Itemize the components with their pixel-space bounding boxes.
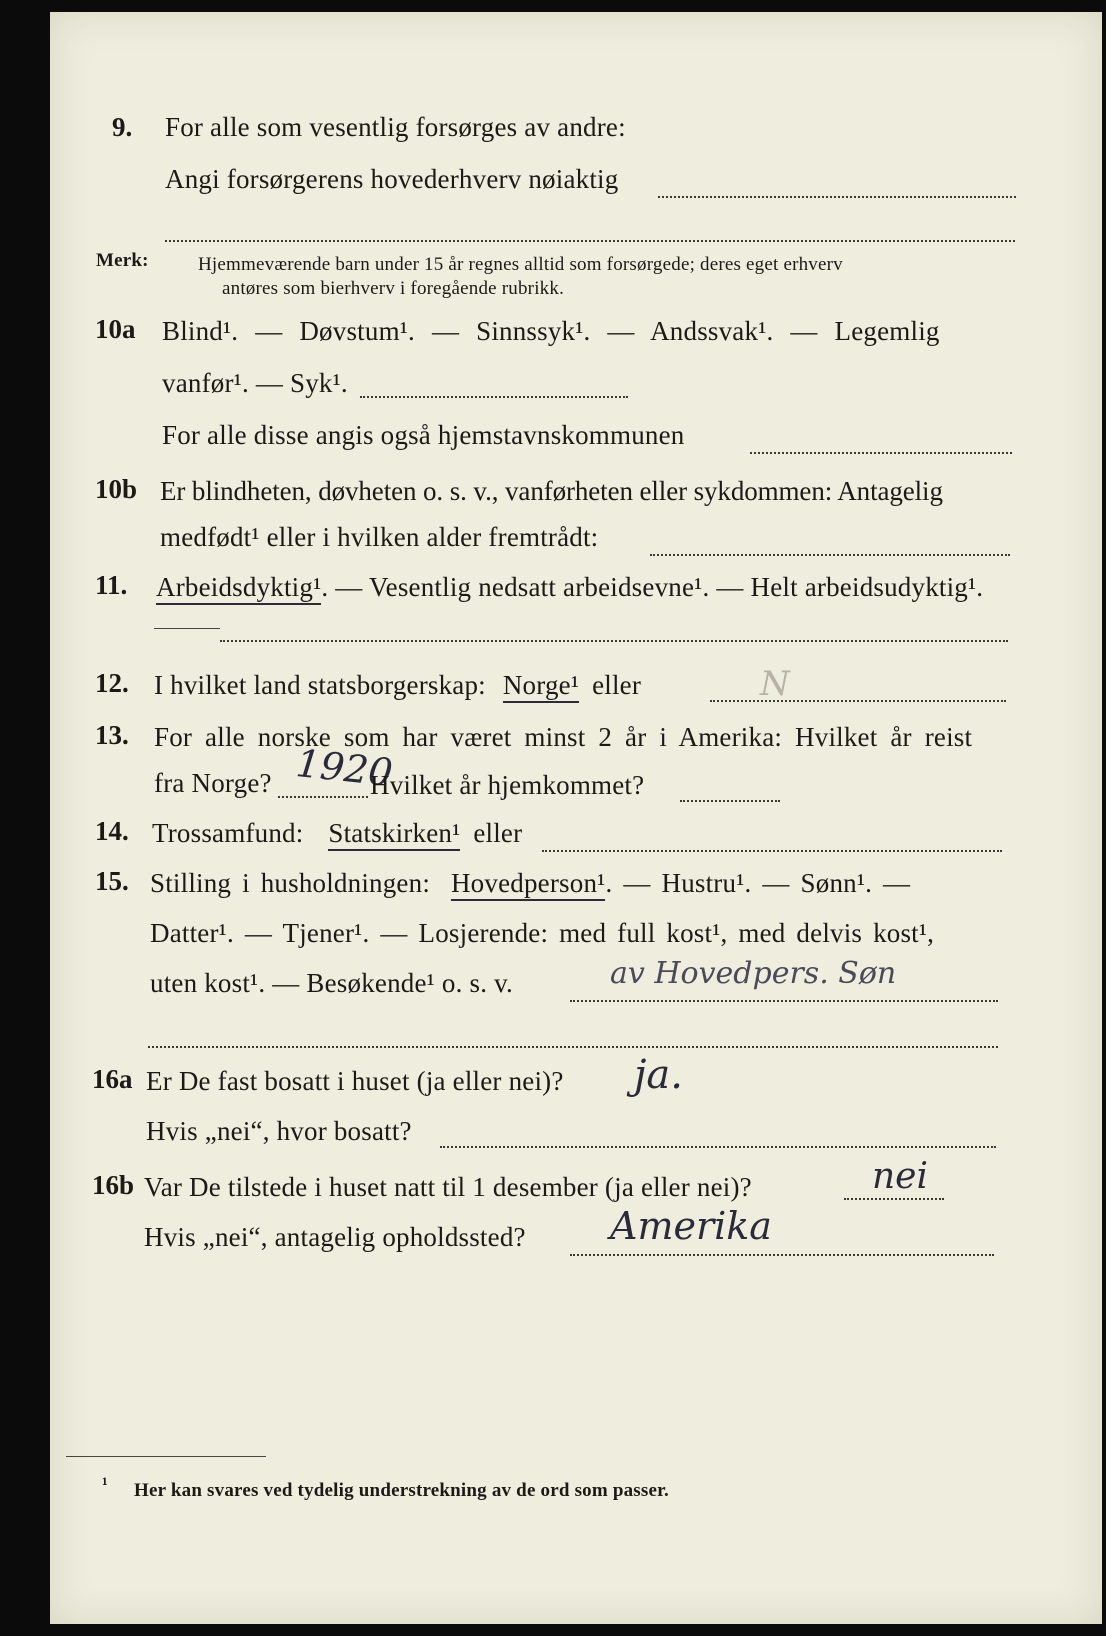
q14-line xyxy=(152,818,522,849)
q16b-number: 16b xyxy=(92,1170,135,1200)
q15-number: 15. xyxy=(95,866,129,896)
q12-handwritten-faint: N xyxy=(760,664,790,704)
q9-line1: For alle som vesentlig forsørges av andre: xyxy=(165,112,626,142)
q11-line1 xyxy=(156,572,983,603)
q11-number xyxy=(95,570,127,601)
q13-line2b: Hvilket år hjemkommet? xyxy=(370,770,645,800)
q9-answer-line-2[interactable] xyxy=(165,240,1015,242)
q16a-handwritten-answer: ja. xyxy=(634,1052,683,1098)
q16b-handwritten-answer: nei xyxy=(872,1156,929,1197)
q10b-number: 10b xyxy=(95,474,138,504)
footnote-rule xyxy=(66,1456,266,1457)
census-form-page xyxy=(50,12,1102,1624)
q11-answer-line[interactable] xyxy=(220,640,1008,642)
q12-eller: eller xyxy=(592,670,642,700)
footnote-mark: ¹ xyxy=(102,1474,108,1495)
q15-question: Stilling i husholdningen: xyxy=(150,868,431,898)
q10a-hometown-line[interactable] xyxy=(750,452,1012,454)
q10a-line3: For alle disse angis også hjemstavnskommunen xyxy=(162,420,685,450)
q16b-answer-line[interactable] xyxy=(844,1198,944,1200)
q16b-line1: Var De tilstede i huset natt til 1 desember (ja eller nei)? xyxy=(144,1172,752,1202)
q12-answer-line[interactable] xyxy=(710,700,1006,702)
q14-question: Trossamfund: xyxy=(152,818,304,848)
q14-answer-line[interactable] xyxy=(542,850,1002,852)
q16a-answer-line[interactable] xyxy=(440,1146,996,1148)
q15-line1 xyxy=(150,868,910,899)
q16a-line1: Er De fast bosatt i huset (ja eller nei)? xyxy=(146,1066,564,1096)
q9-number: 9. xyxy=(112,112,133,142)
merk-label: Merk: xyxy=(96,250,149,271)
q10a-number: 10a xyxy=(95,314,136,344)
q16b-place-line[interactable] xyxy=(570,1254,994,1256)
q15-line1-rest: . — Hustru¹. — Sønn¹. — xyxy=(605,868,911,898)
q14-option-statskirken[interactable]: Statskirken¹ xyxy=(328,818,460,851)
q16b-line2: Hvis „nei“, antagelig opholdssted? xyxy=(144,1222,526,1252)
q12-option-norge[interactable]: Norge¹ xyxy=(503,670,579,703)
q13-number: 13. xyxy=(95,720,129,750)
q15-option-hovedperson[interactable]: Hovedperson¹ xyxy=(451,868,605,901)
merk-line2: antøres som bierhverv i foregående rubrikk. xyxy=(222,278,565,299)
q14-eller: eller xyxy=(473,818,523,848)
q10a-answer-line[interactable] xyxy=(360,396,628,398)
merk-line1: Hjemmeværende barn under 15 år regnes alltid som forsørgede; deres eget erhverv xyxy=(198,254,843,275)
q16b-handwritten-place: Amerika xyxy=(610,1204,772,1248)
q13-line2a: fra Norge? xyxy=(154,768,272,798)
q11-number-text: 11. xyxy=(95,570,128,600)
q13-year-handwritten: 1920 xyxy=(293,741,395,795)
q14-number: 14. xyxy=(95,816,129,846)
q11-rest: . — Vesentlig nedsatt arbeidsevne¹. — Helt arbeidsudyktig¹. xyxy=(321,572,984,602)
q13-line1: For alle norske som har været minst 2 år i Amerika: Hvilket år reist xyxy=(154,722,973,752)
q11-short-rule xyxy=(154,628,220,629)
q10a-line1: Blind¹. — Døvstum¹. — Sinnssyk¹. — Andssvak¹. — Legemlig xyxy=(162,316,940,346)
q16a-number: 16a xyxy=(92,1064,133,1094)
q13-year-line[interactable] xyxy=(278,796,368,798)
q11-option-arbeidsdyktig[interactable]: Arbeidsdyktig¹ xyxy=(156,572,321,605)
q9-answer-line[interactable] xyxy=(658,196,1016,198)
q12-question: I hvilket land statsborgerskap: xyxy=(154,670,486,700)
q15-handwritten-answer: av Hovedpers. Søn xyxy=(610,956,897,991)
q15-line3: uten kost¹. — Besøkende¹ o. s. v. xyxy=(150,968,514,998)
q13-return-line[interactable] xyxy=(680,800,780,802)
q12-number: 12. xyxy=(95,668,129,698)
footnote-text: Her kan svares ved tydelig understrekning av de ord som passer. xyxy=(134,1480,669,1501)
q10b-line2: medfødt¹ eller i hvilken alder fremtrådt: xyxy=(160,522,599,552)
q15-line2: Datter¹. — Tjener¹. — Losjerende: med full kost¹, med delvis kost¹, xyxy=(150,918,935,948)
q10b-answer-line[interactable] xyxy=(650,554,1010,556)
q15-answer-line[interactable] xyxy=(570,1000,998,1002)
q9-line2: Angi forsørgerens hovederhverv nøiaktig xyxy=(165,164,619,194)
q10b-line1: Er blindheten, døvheten o. s. v., vanførheten eller sykdommen: Antagelig xyxy=(160,476,943,506)
q12-line xyxy=(154,670,641,701)
q15-answer-line-2[interactable] xyxy=(148,1046,998,1048)
q16a-line2: Hvis „nei“, hvor bosatt? xyxy=(146,1116,412,1146)
q10a-line2: vanfør¹. — Syk¹. xyxy=(162,368,348,398)
